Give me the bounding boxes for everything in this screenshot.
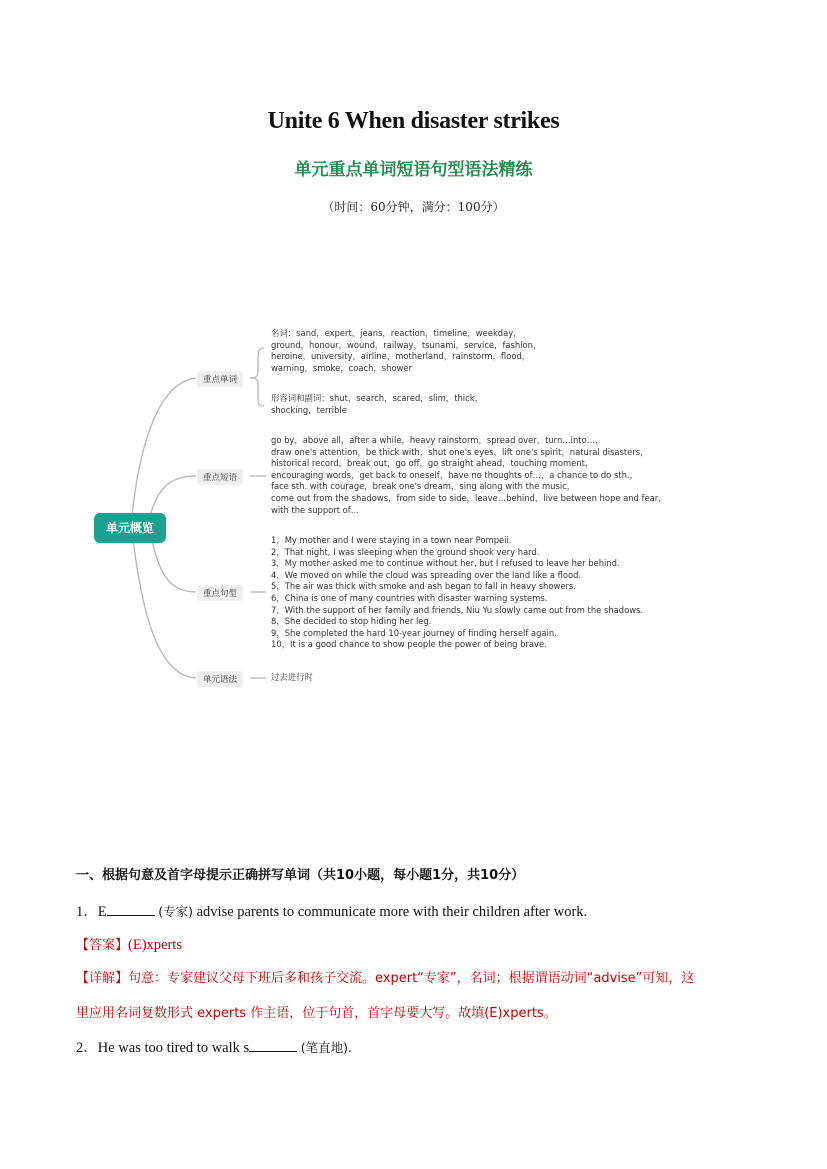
bracket-words xyxy=(250,348,264,406)
words-adjectives: 形容词和副词：shut，search，scared，slim，thick， shocking，terrible xyxy=(271,393,483,415)
time-info: （时间：60分钟，满分：100分） xyxy=(322,200,505,214)
document-title: Unite 6 When disaster strikes xyxy=(267,108,560,134)
detail-1-line1: 【详解】句意：专家建议父母下班后多和孩子交流。expert“专家”，名词；根据谓语动词“advise”可知，这 xyxy=(76,971,695,986)
document-subtitle: 单元重点单词短语句型语法精练 xyxy=(294,160,533,180)
answer-blank[interactable] xyxy=(249,1039,297,1052)
connector-grammar xyxy=(132,530,196,678)
sentences-list: 1，My mother and I were staying in a town near Pompeii. 2，That night, I was sleeping when the ground shook very hard. 3，My mother asked me to continue without her, but I refused to leave her behind. 4，We moved on while the cloud was spreading over the land like a flood. 5，The air was thick with smoke and ash began to fall in heavy showers. 6，China is one of many countries with disaster warning systems. 7，With the support of her family and friends, Niu Yu slowly came out from the shadows. 8，She decided to stop hiding her leg. 9，She completed the hard 10-year journey of finding herself again. 10，It is a good chance to show people the power of being brave. xyxy=(271,535,644,650)
words-nouns: 名词：sand，expert，jeans，reaction，timeline，weekday， ground，honour，wound，railway，tsunami，service，fashion， heroine，university，airline，motherland，rainstorm，flood， warning，smoke，coach，shower xyxy=(271,328,542,373)
question-2: 2．He was too tired to walk s (笔直地). xyxy=(76,1040,353,1056)
section-heading: 一、根据句意及首字母提示正确拼写单词（共10小题，每小题1分，共10分） xyxy=(76,868,525,883)
mind-map-root: 单元概览 xyxy=(94,513,166,543)
grammar-item: 过去进行时 xyxy=(271,672,313,682)
branch-key-sentences: 重点句型 xyxy=(197,585,243,601)
answer-1 xyxy=(76,934,182,954)
connector-phrases xyxy=(150,476,196,516)
connector-words xyxy=(132,378,196,516)
question-1: 1．E (专家) advise parents to communicate more with their children after work. xyxy=(76,904,588,920)
branch-grammar: 单元语法 xyxy=(197,671,243,687)
phrases-list: go by，above all，after a while，heavy rainstorm，spread over，turn…into…， draw one's attention，be thick with，shut one's eyes，lift one's spirit，natural disasters， historical record，break out，go off，go straight ahead，touching moment， encouraging words，get back to oneself，have no thoughts of…，a chance to do sth.， face sth. with courage，break one's dream，sing along with the music， come out from the shadows，from side to side，leave…behind，live between hope and fear， with the support of… xyxy=(271,435,667,515)
answer-value: (E)xperts xyxy=(128,937,182,953)
detail-tag: 【详解】 xyxy=(76,971,129,986)
answer-tag: 【答案】 xyxy=(76,938,129,953)
answer-blank[interactable] xyxy=(107,903,155,916)
branch-key-words: 重点单词 xyxy=(197,371,243,387)
detail-1-line2: 里应用名词复数形式 experts 作主语，位于句首，首字母要大写。故填(E)xperts。 xyxy=(76,1006,557,1021)
branch-key-phrases: 重点短语 xyxy=(197,469,243,485)
